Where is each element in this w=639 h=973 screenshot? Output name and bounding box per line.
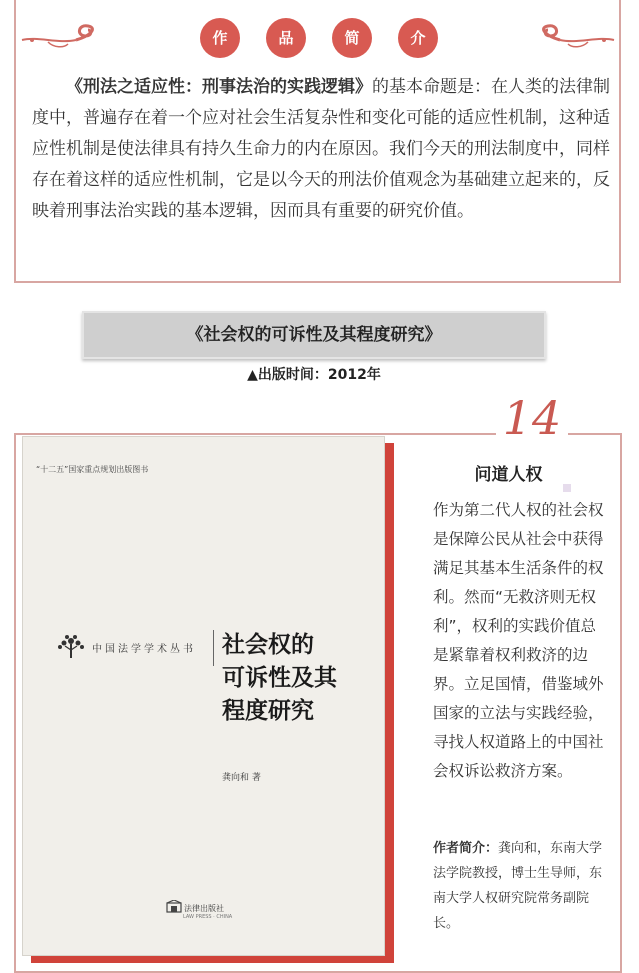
cover-title-line: 程度研究 bbox=[222, 697, 314, 724]
publication-date: ▲出版时间：2012年 bbox=[247, 367, 381, 383]
badge-1: 作 bbox=[200, 18, 240, 58]
book-heading: 问道人权 bbox=[474, 465, 543, 485]
badge-2: 品 bbox=[266, 18, 306, 58]
right-swirl-ornament bbox=[528, 22, 618, 56]
publisher-logo-icon bbox=[166, 900, 182, 914]
book-description: 作为第二代人权的社会权是保障公民从社会中获得满足其基本生活条件的权利。然而“无救济则无权利”，权利的实践价值总是紧靠着权利救济的边界。立足国情，借鉴域外国家的立法与实践经验，寻找人权道路上的中国社会权诉讼救济方案。 bbox=[433, 501, 604, 780]
section-badges bbox=[200, 18, 440, 58]
cover-library-name: 中国法学学术丛书 bbox=[92, 644, 196, 655]
tree-logo-icon bbox=[54, 632, 88, 662]
badge-4: 介 bbox=[398, 18, 438, 58]
intro-paragraph bbox=[32, 72, 610, 227]
author-bio bbox=[433, 836, 608, 936]
cover-publisher-en: LAW PRESS · CHINA bbox=[183, 914, 233, 920]
cover-publisher: 法律出版社 bbox=[184, 904, 224, 913]
cover-title bbox=[222, 628, 337, 727]
intro-text: 的基本命题是：在人类的法律制度中，普遍存在着一个应对社会生活复杂性和变化可能的适应性机制，这种适应性机制是使法律具有持久生命力的内在原因。我们今天的刑法制度中，同样存在着这样的适应性机制，它是以今天的刑法价值观念为基础建立起来的，反映着刑事法治实践的基本逻辑，因而具有重要的研究价值。 bbox=[32, 77, 610, 221]
cover-title-line: 社会权的 bbox=[222, 631, 314, 658]
author-label: 作者简介： bbox=[433, 841, 499, 856]
badge-3: 简 bbox=[332, 18, 372, 58]
left-swirl-ornament bbox=[18, 22, 108, 56]
cover-series-label: “十二五”国家重点规划出版图书 bbox=[36, 465, 149, 474]
cover-title-line: 可诉性及其 bbox=[222, 664, 337, 691]
section-title-bar: 《社会权的可诉性及其程度研究》 bbox=[82, 311, 546, 359]
intro-book-title: 《刑法之适应性：刑事法治的实践逻辑》 bbox=[66, 77, 372, 97]
item-number: 14 bbox=[496, 390, 568, 446]
author-text: 龚向和，东南大学法学院教授，博士生导师，东南大学人权研究院常务副院长。 bbox=[433, 841, 603, 931]
cover-author: 龚向和 著 bbox=[222, 773, 261, 783]
decorative-mark bbox=[563, 484, 571, 492]
cover-divider bbox=[213, 630, 214, 666]
